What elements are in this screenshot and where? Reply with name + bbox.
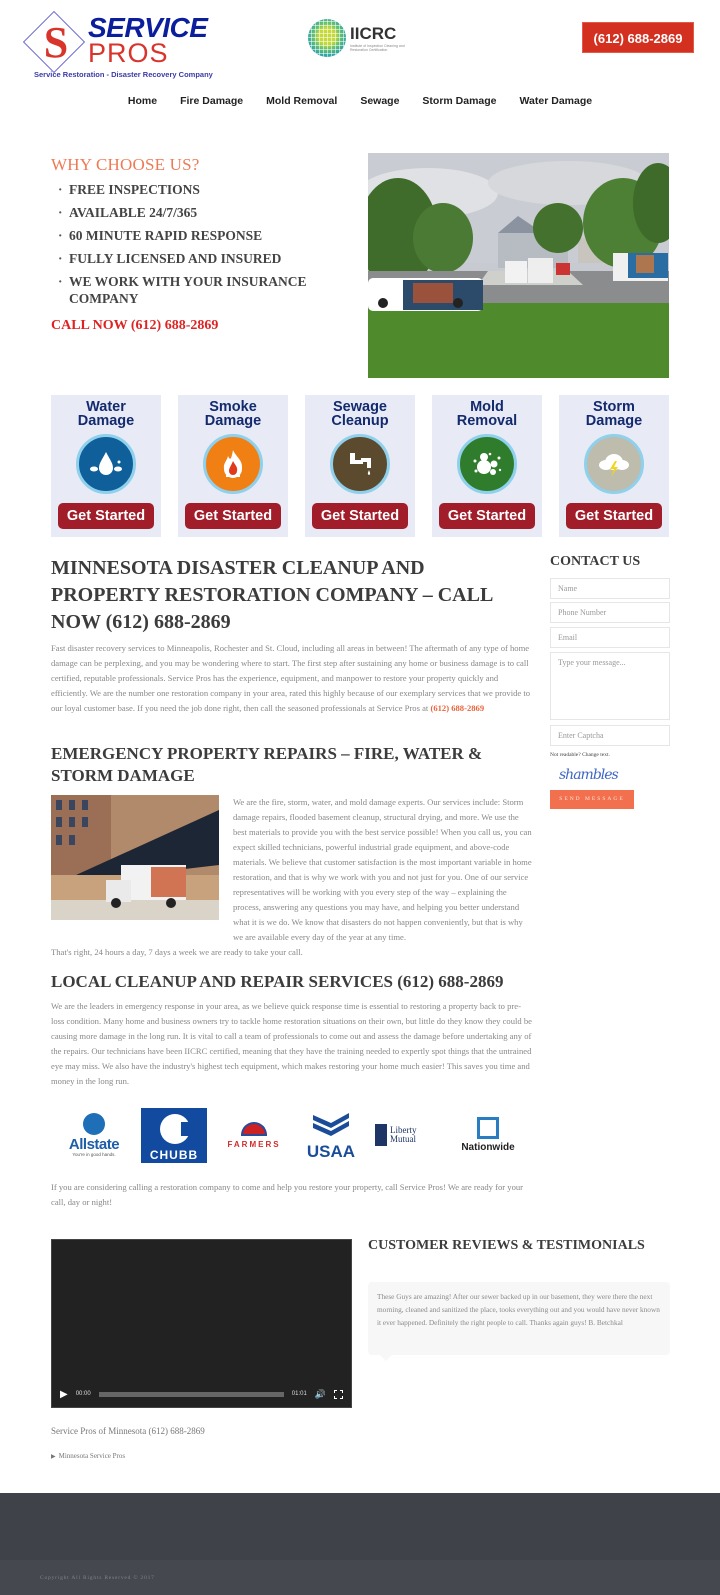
emergency-paragraph: We are the fire, storm, water, and mold damage experts. Our services include: Storm damage repairs, flooded basement cleanup, structural drying, and more. We use the best materials to provide you with the best service possible! When you call us, you can expect skilled technicians, powerful industrial grade equipment, and above-code materials. We believe that customer satisfaction is the most important variable in home restoration, and that is why we work with you and not just for you. One of our service representatives will be working with you every step of the way – explaining the process, answering any questions you may have, and helping you better understand what it is we do. We know that disasters do not happen conveniently, but that is why we are available every day of the year at any time. bbox=[233, 797, 532, 942]
send-message-button[interactable]: SEND MESSAGE bbox=[550, 790, 634, 809]
nav-water-damage[interactable]: Water Damage bbox=[519, 95, 593, 107]
nav-sewage[interactable]: Sewage bbox=[360, 95, 400, 107]
captcha-image: shambles bbox=[559, 767, 618, 783]
list-item: · FULLY LICENSED AND INSURED bbox=[58, 250, 358, 267]
card-title-line1: Mold bbox=[470, 399, 504, 415]
email-field[interactable]: Email bbox=[550, 627, 670, 648]
video-progress-bar[interactable] bbox=[99, 1392, 284, 1397]
service-card-water-damage[interactable] bbox=[51, 395, 161, 537]
card-title-line1: Sewage bbox=[333, 399, 387, 415]
card-title-line2: Cleanup bbox=[331, 412, 389, 429]
list-item: · WE WORK WITH YOUR INSURANCE COMPANY bbox=[58, 273, 358, 307]
card-title-line2: Damage bbox=[204, 412, 262, 429]
iicrc-globe-icon bbox=[308, 19, 346, 57]
disclosure-triangle-icon: ▶ bbox=[51, 1454, 59, 1460]
captcha-field[interactable]: Enter Captcha bbox=[550, 725, 670, 746]
nav-storm-damage[interactable]: Storm Damage bbox=[422, 95, 497, 107]
pipe-leak-icon bbox=[330, 434, 390, 494]
video-current-time: 00:00 bbox=[75, 1391, 91, 1397]
card-title-line1: Storm bbox=[593, 399, 635, 415]
list-item: · FREE INSPECTIONS bbox=[58, 181, 358, 198]
testimonial: These Guys are amazing! After our sewer backed up in our basement, they were there the next morning, cleaned and sanitized the place, tooks everything out and you would have never known it ever happened. Definitely the right people to call. Thanks again guys! B. Betchkal bbox=[368, 1282, 670, 1355]
get-started-button[interactable]: Get Started bbox=[185, 503, 281, 529]
list-item: · AVAILABLE 24/7/365 bbox=[58, 204, 358, 221]
message-textarea[interactable]: Type your message... bbox=[550, 652, 670, 720]
get-started-button[interactable]: Get Started bbox=[312, 503, 408, 529]
why-choose-title: WHY CHOOSE US? bbox=[51, 155, 200, 174]
page-title: MINNESOTA DISASTER CLEANUP AND PROPERTY RESTORATION COMPANY – CALL NOW (612) 688-2869 bbox=[51, 557, 493, 633]
card-title-line2: Removal bbox=[456, 412, 518, 429]
truck-building-photo bbox=[51, 795, 219, 920]
why-choose-list bbox=[58, 181, 358, 313]
card-title-line2: Damage bbox=[77, 412, 135, 429]
details-label: Minnesota Service Pros bbox=[58, 1452, 126, 1460]
nav-home[interactable]: Home bbox=[127, 95, 158, 107]
main-nav bbox=[0, 92, 720, 112]
closing-paragraph: If you are considering calling a restoration company to come and help you restore your property, call Service Pros! We are ready for your call, day or night! bbox=[51, 1182, 524, 1207]
fleet-photo bbox=[368, 153, 669, 378]
contact-title: CONTACT US bbox=[550, 554, 641, 569]
change-captcha-link[interactable]: Not readable? Change text. bbox=[550, 752, 610, 758]
card-title-line1: Water bbox=[86, 399, 126, 415]
emergency-paragraph-tail: That's right, 24 hours a day, 7 days a week we are ready to take your call. bbox=[51, 947, 303, 957]
video-caption: Service Pros of Minnesota (612) 688-2869 bbox=[51, 1426, 205, 1436]
storm-cloud-icon bbox=[584, 434, 644, 494]
local-services-heading: LOCAL CLEANUP AND REPAIR SERVICES (612) 688-2869 bbox=[51, 972, 504, 991]
get-started-button[interactable]: Get Started bbox=[566, 503, 662, 529]
nav-fire-damage[interactable]: Fire Damage bbox=[180, 95, 244, 107]
name-field[interactable]: Name bbox=[550, 578, 670, 599]
flame-icon bbox=[203, 434, 263, 494]
reviews-title: CUSTOMER REVIEWS & TESTIMONIALS bbox=[368, 1238, 645, 1253]
allstate-logo: Allstate You're in good hands. bbox=[61, 1113, 127, 1157]
intro-text: Fast disaster recovery services to Minneapolis, Rochester and St. Cloud, including all areas in between! The aftermath of any type of home damage can be perplexing, and you may be wondering where to start. The first step after sustaining any home or business damage is to call certified, reputable professionals. Service Pros has the experience, equipment, and manpower to restore your property quickly and efficiently. We are the number one restoration company in your area, rated this highly because of our exemplary services that we provide to our loyal customer base. If you need the job done right, then call the seasoned professionals at Service Pros at bbox=[51, 643, 531, 713]
copyright-text: Copyright All Rights Reserved © 2017 bbox=[40, 1575, 155, 1581]
card-title-line2: Damage bbox=[585, 412, 643, 429]
service-card-smoke-damage[interactable] bbox=[178, 395, 288, 537]
iicrc-subtitle: Institute of Inspection Cleaning and Restoration Certification bbox=[350, 44, 405, 52]
farmers-logo: FARMERS bbox=[221, 1122, 287, 1149]
logo-word-pros: PROS bbox=[88, 38, 169, 68]
footer-bar bbox=[0, 1560, 720, 1595]
mold-spores-icon bbox=[457, 434, 517, 494]
water-drop-icon bbox=[76, 434, 136, 494]
service-card-storm-damage[interactable] bbox=[559, 395, 669, 537]
iicrc-name: IICRC bbox=[350, 24, 397, 43]
card-title-line1: Smoke bbox=[209, 399, 257, 415]
insurance-logos bbox=[51, 1105, 531, 1165]
video-controls bbox=[60, 1387, 343, 1401]
volume-icon[interactable]: 🔊 bbox=[314, 1388, 326, 1399]
video-player[interactable] bbox=[51, 1239, 352, 1408]
intro-phone-link[interactable]: (612) 688-2869 bbox=[430, 703, 485, 713]
liberty-mutual-logo: Liberty Mutual bbox=[375, 1124, 441, 1146]
iicrc-logo bbox=[308, 19, 418, 59]
logo-letter: S bbox=[43, 18, 69, 67]
logo-tagline: Service Restoration - Disaster Recovery Company bbox=[34, 70, 213, 79]
video-duration: 01:01 bbox=[291, 1391, 307, 1397]
local-services-paragraph: We are the leaders in emergency response in your area, as we believe quick response time is essential to restoring a property back to pre-loss condition. Many home and business owners try to tackle home restoration situations on their own, but little do they know they could be causing more damage in the long run. It is vital to call a team of professionals to come out and assess the damage before undertaking any of the repairs. Our technicians have been IICRC certified, meaning that they have the training needed to expertly spot things that the untrained eye may miss. We also have the industry's highest tech equipment, which makes restoring your home much easier! This saves you time and money in the long run. bbox=[51, 1001, 532, 1086]
fullscreen-icon[interactable] bbox=[334, 1390, 343, 1399]
usaa-logo: USAA bbox=[301, 1111, 361, 1160]
play-icon[interactable]: ▶ bbox=[60, 1388, 68, 1400]
nationwide-logo: Nationwide bbox=[455, 1117, 521, 1153]
header-phone-button[interactable]: (612) 688-2869 bbox=[582, 22, 694, 53]
get-started-button[interactable]: Get Started bbox=[439, 503, 535, 529]
phone-field[interactable]: Phone Number bbox=[550, 602, 670, 623]
list-item: · 60 MINUTE RAPID RESPONSE bbox=[58, 227, 358, 244]
call-now-link[interactable]: CALL NOW (612) 688-2869 bbox=[51, 318, 219, 333]
get-started-button[interactable]: Get Started bbox=[58, 503, 154, 529]
emergency-heading: EMERGENCY PROPERTY REPAIRS – FIRE, WATER & STORM DAMAGE bbox=[51, 744, 483, 785]
site-logo[interactable] bbox=[28, 12, 218, 82]
service-card-mold-removal[interactable] bbox=[432, 395, 542, 537]
chubb-logo: CHUBB bbox=[141, 1108, 207, 1163]
details-toggle[interactable] bbox=[51, 1452, 125, 1460]
service-card-sewage-cleanup[interactable] bbox=[305, 395, 415, 537]
nav-mold-removal[interactable]: Mold Removal bbox=[266, 95, 338, 107]
logo-word-service: SERVICE bbox=[88, 12, 208, 43]
footer-widgets bbox=[0, 1493, 720, 1560]
intro-paragraph bbox=[51, 641, 533, 716]
